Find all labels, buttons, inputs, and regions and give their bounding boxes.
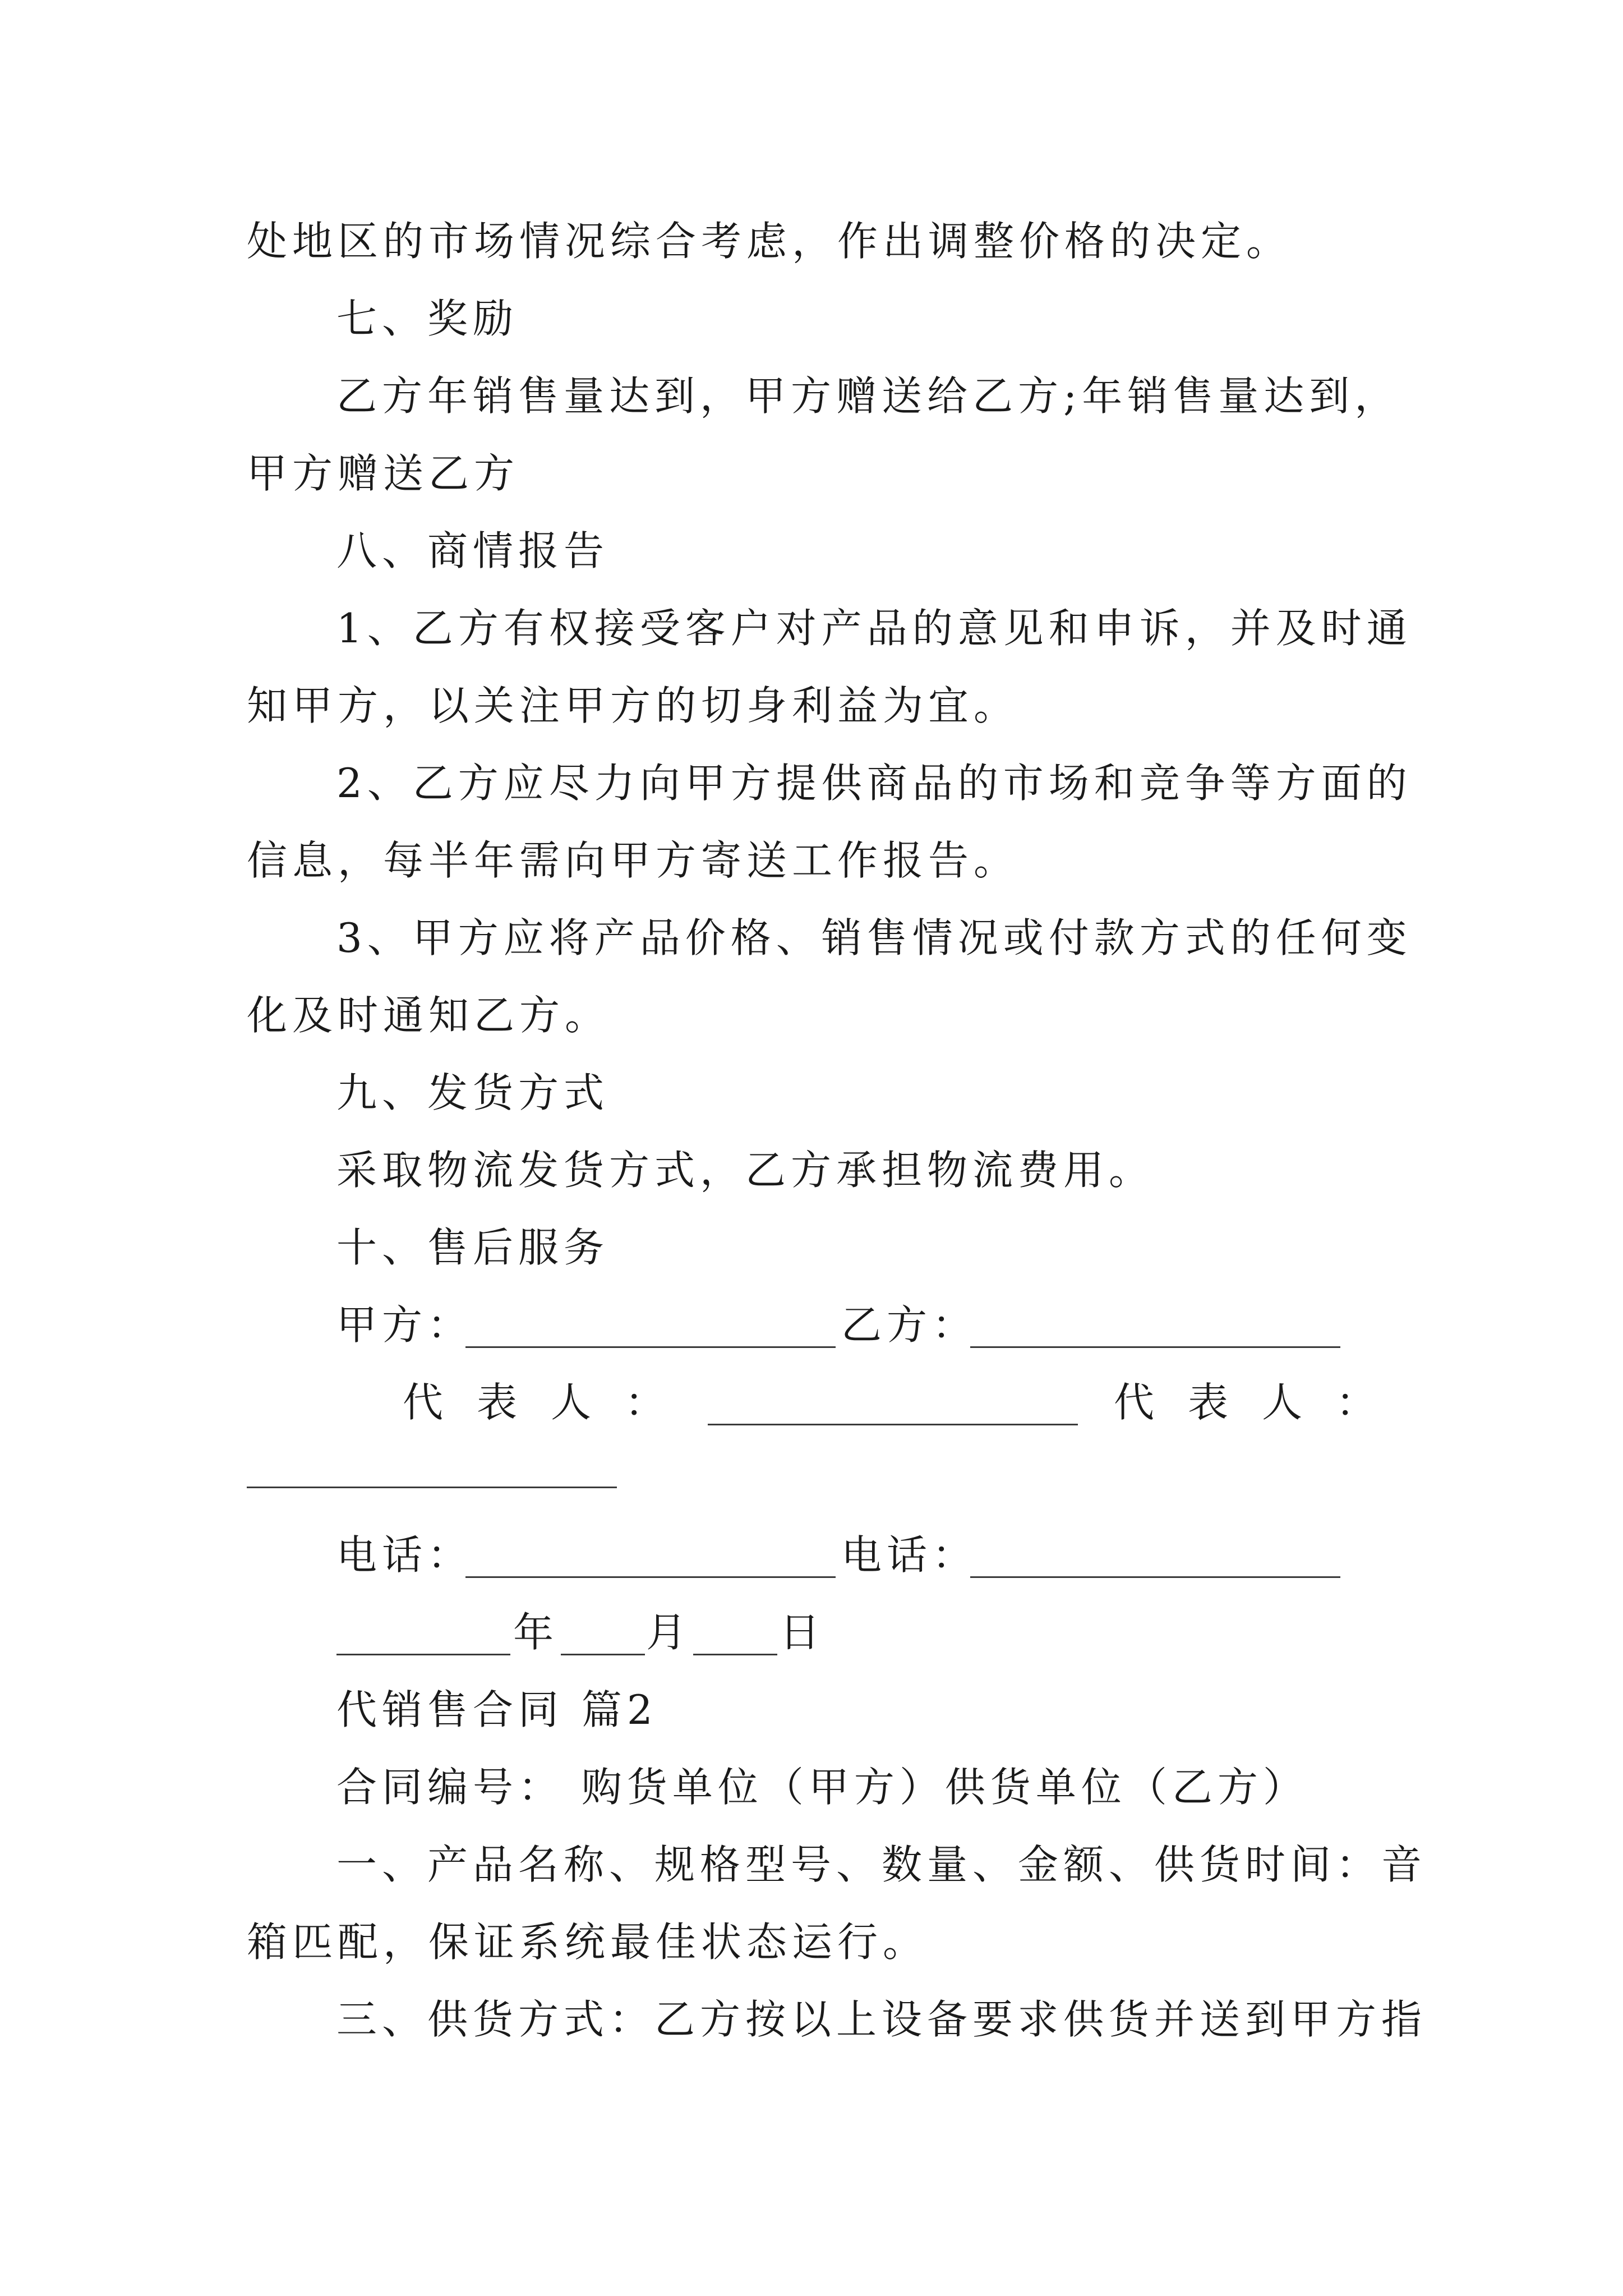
contract-2-title: 代销售合同 篇2 <box>336 1686 658 1733</box>
contract-2-clause1-line2: 箱匹配，保证系统最佳状态运行。 <box>247 1918 929 1966</box>
section-9-body: 采取物流发货方式，乙方承担物流费用。 <box>336 1147 1155 1194</box>
section-7-body-line1: 乙方年销售量达到，甲方赠送给乙方;年销售量达到， <box>336 372 1400 420</box>
rep-b-blank <box>247 1487 617 1488</box>
contract-2-clause1-line1: 一、产品名称、规格型号、数量、金额、供货时间：音 <box>336 1841 1427 1888</box>
date-day-blank <box>693 1654 777 1655</box>
party-a-label: 甲方： <box>336 1301 473 1349</box>
phone-b-label: 电话： <box>841 1531 978 1579</box>
paragraph-price-adjustment: 处地区的市场情况综合考虑，作出调整价格的决定。 <box>247 218 1292 265</box>
section-8-item2-line1: 2、乙方应尽力向甲方提供商品的市场和竞争等方面的 <box>336 760 1412 807</box>
section-8-item2-line2: 信息，每半年需向甲方寄送工作报告。 <box>247 837 1020 884</box>
rep-b-char-4: ： <box>1336 1379 1377 1426</box>
rep-b-char-1: 代 <box>1114 1379 1155 1426</box>
party-b-blank <box>970 1346 1340 1348</box>
rep-b-char-2: 表 <box>1188 1379 1229 1426</box>
section-7-body-line2: 甲方赠送乙方 <box>247 450 520 497</box>
date-month-blank <box>561 1654 645 1655</box>
rep-a-char-3: 人 <box>551 1379 592 1426</box>
phone-a-label: 电话： <box>336 1531 473 1579</box>
date-month-label: 月 <box>646 1609 692 1656</box>
section-8-item1-line2: 知甲方，以关注甲方的切身利益为宜。 <box>247 682 1020 729</box>
rep-a-char-2: 表 <box>477 1379 518 1426</box>
section-8-title: 八、商情报告 <box>336 527 610 574</box>
section-10-title: 十、售后服务 <box>336 1224 610 1271</box>
section-8-item3-line1: 3、甲方应将产品价格、销售情况或付款方式的任何变 <box>336 914 1412 961</box>
contract-2-header: 合同编号： 购货单位（甲方）供货单位（乙方） <box>336 1764 1308 1811</box>
date-day-label: 日 <box>780 1609 826 1656</box>
date-year-blank <box>336 1654 510 1655</box>
section-8-item1-line1: 1、乙方有权接受客户对产品的意见和申诉，并及时通 <box>336 605 1412 652</box>
contract-2-clause3-line1: 三、供货方式：乙方按以上设备要求供货并送到甲方指 <box>336 1996 1427 2043</box>
section-7-title: 七、奖励 <box>336 295 519 342</box>
phone-a-blank <box>465 1576 836 1578</box>
party-b-label: 乙方： <box>841 1301 978 1349</box>
rep-a-blank <box>708 1424 1078 1425</box>
party-a-blank <box>465 1346 836 1348</box>
section-9-title: 九、发货方式 <box>336 1069 610 1116</box>
phone-b-blank <box>970 1576 1340 1578</box>
section-8-item3-line2: 化及时通知乙方。 <box>247 992 611 1039</box>
rep-b-char-3: 人 <box>1262 1379 1303 1426</box>
rep-a-char-1: 代 <box>403 1379 444 1426</box>
rep-a-char-4: ： <box>625 1379 666 1426</box>
date-year-label: 年 <box>513 1609 559 1656</box>
